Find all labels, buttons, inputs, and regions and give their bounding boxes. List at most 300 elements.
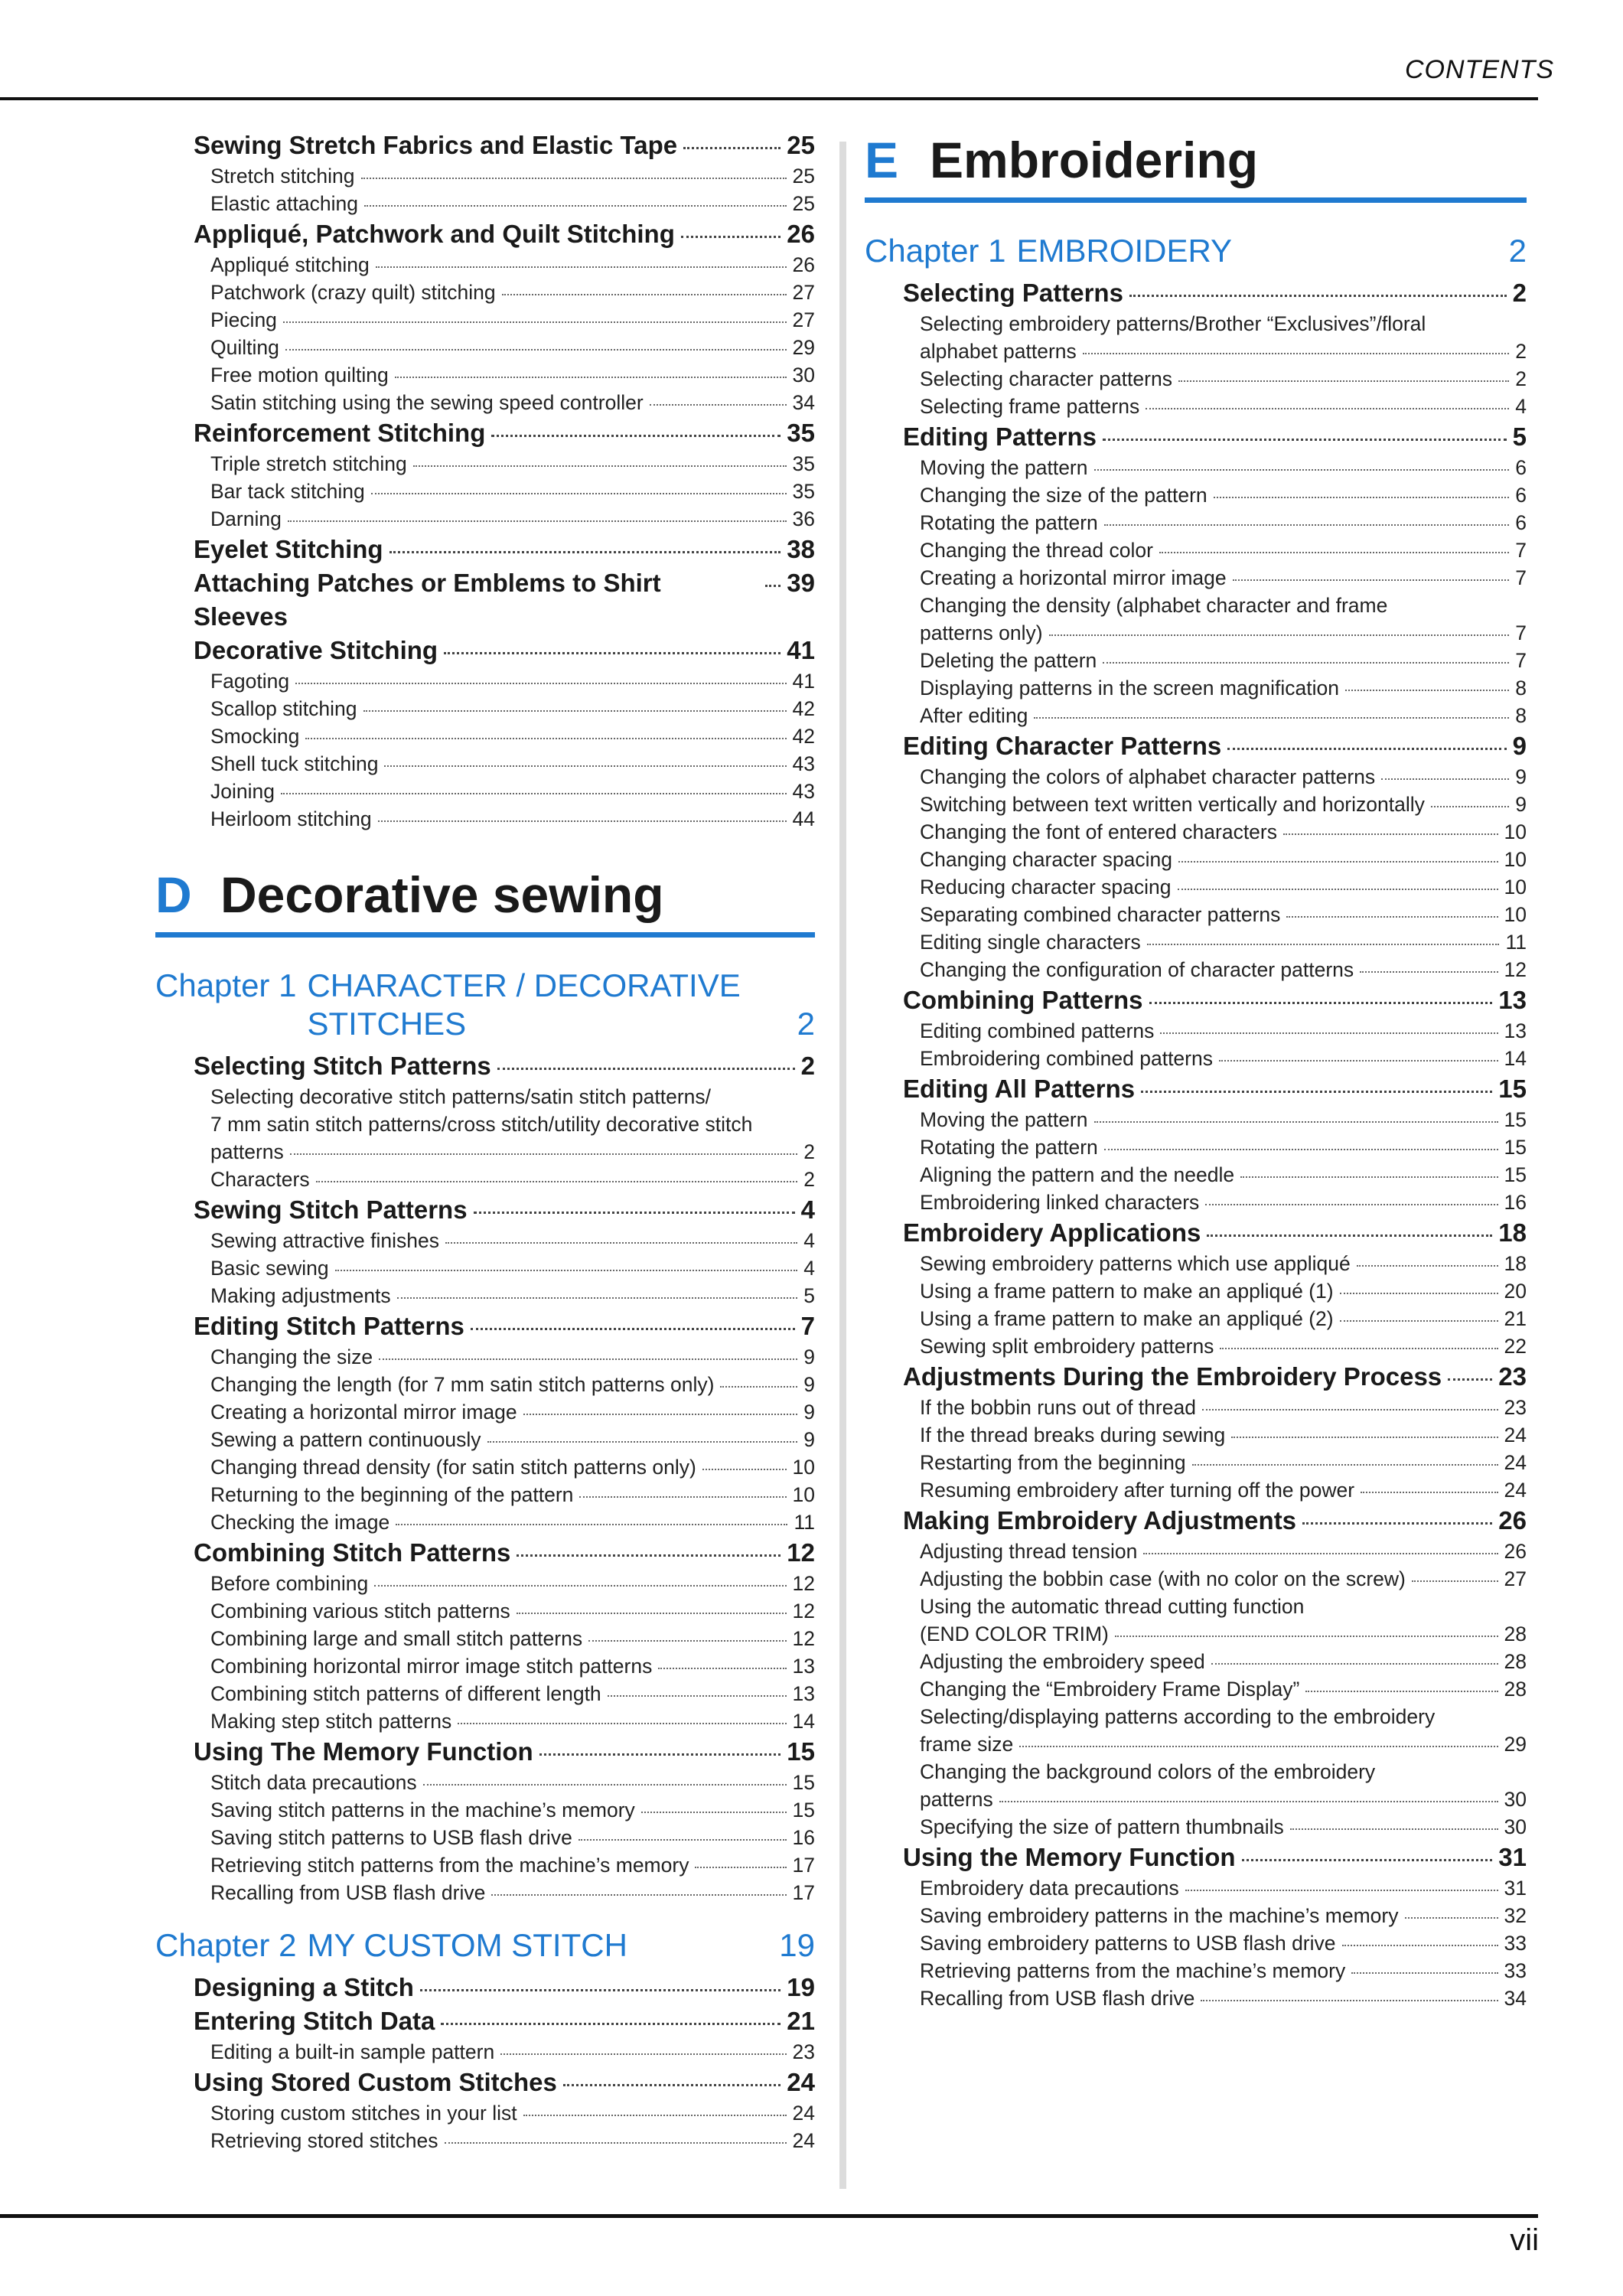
- toc-subsection[interactable]: [865, 873, 1527, 901]
- toc-subsection-title: Editing combined patterns: [920, 1019, 1155, 1042]
- toc-subsection[interactable]: [155, 1166, 815, 1193]
- toc-subsection[interactable]: [865, 928, 1527, 956]
- toc-subsection[interactable]: [865, 763, 1527, 791]
- toc-section[interactable]: [155, 1193, 815, 1227]
- toc-subsection[interactable]: [155, 478, 815, 505]
- page-number: 10: [792, 1483, 815, 1506]
- dot-leader: [683, 147, 781, 149]
- toc-section-title: Combining Patterns: [903, 986, 1143, 1014]
- toc-subsection-title: Changing the size: [210, 1345, 373, 1368]
- part-d: [155, 863, 815, 2154]
- toc-section-title: Decorative Stitching: [194, 636, 438, 664]
- toc-subsection-title: Aligning the pattern and the needle: [920, 1163, 1235, 1186]
- toc-subsection[interactable]: [865, 1874, 1527, 1902]
- toc-section-title: Editing Stitch Patterns: [194, 1312, 464, 1340]
- toc-subsection[interactable]: [155, 279, 815, 306]
- toc-subsection[interactable]: [155, 1625, 815, 1652]
- page-number: 9: [803, 1373, 815, 1396]
- page-number: 39: [787, 569, 815, 597]
- dot-leader: [1129, 295, 1507, 297]
- subsection-title-line: Selecting/displaying patterns according to the embroidery: [920, 1705, 1436, 1728]
- toc-subsection-title: Retrieving stitch patterns from the machine’s memory: [210, 1854, 689, 1877]
- page-number: 42: [792, 725, 815, 748]
- toc-subsection-title: Resuming embroidery after turning off the power: [920, 1479, 1355, 1502]
- toc-subsection-title: Retrieving stored stitches: [210, 2129, 438, 2152]
- toc-section[interactable]: [155, 416, 815, 450]
- toc-subsection[interactable]: [155, 2127, 815, 2154]
- page-number: 25: [792, 192, 815, 215]
- toc-section[interactable]: [865, 1072, 1527, 1106]
- toc-subsection-title: Storing custom stitches in your list: [210, 2102, 517, 2125]
- chapter-heading[interactable]: [155, 1926, 815, 1965]
- section-title: Editing Patterns: [903, 422, 1097, 451]
- page-number: 15: [1504, 1136, 1527, 1159]
- dot-leader: [1361, 1492, 1498, 1493]
- toc-section[interactable]: [155, 566, 815, 634]
- toc-subsection[interactable]: [865, 1675, 1527, 1703]
- toc-subsection-title: Separating combined character patterns: [920, 903, 1281, 926]
- dot-leader: [396, 1524, 787, 1525]
- toc-subsection-title: Sewing split embroidery patterns: [920, 1335, 1214, 1358]
- sel-subs: [155, 1166, 815, 1193]
- chapter-label: Chapter 1: [155, 967, 297, 1003]
- toc-subsection[interactable]: [155, 1282, 815, 1309]
- toc-subsection-title: Combining horizontal mirror image stitch patterns: [210, 1655, 653, 1678]
- toc-subsection[interactable]: [155, 1481, 815, 1508]
- dot-leader: [765, 585, 781, 587]
- subsection-title-line: Changing the background colors of the embroidery: [920, 1760, 1376, 1783]
- toc-subsection[interactable]: [865, 647, 1527, 674]
- toc-subsection[interactable]: [865, 1394, 1527, 1421]
- dot-leader: [1141, 1091, 1492, 1093]
- toc-subsection[interactable]: [155, 1796, 815, 1824]
- subsection-title-line: Selecting decorative stitch patterns/satin stitch patterns/: [210, 1085, 711, 1108]
- toc-subsection[interactable]: [865, 1250, 1527, 1277]
- toc-subsection[interactable]: [155, 1508, 815, 1536]
- section-title: Making Embroidery Adjustments: [903, 1506, 1297, 1534]
- toc-subsection[interactable]: [865, 1593, 1527, 1648]
- toc-subsection-title: Adjusting the bobbin case (with no color on the screw): [920, 1567, 1406, 1590]
- dot-leader: [1103, 662, 1509, 664]
- toc-subsection[interactable]: [155, 334, 815, 361]
- toc-subsection-title: Sewing embroidery patterns which use appliqué: [920, 1252, 1351, 1275]
- toc-subsection[interactable]: [155, 251, 815, 279]
- page-number: 16: [1504, 1191, 1527, 1214]
- toc-section[interactable]: [865, 1360, 1527, 1394]
- toc-subsection-title: Switching between text written vertically and horizontally: [920, 793, 1425, 816]
- page-number: 10: [1504, 848, 1527, 871]
- toc-subsection[interactable]: [155, 1680, 815, 1707]
- subsection-title-line: Changing the density (alphabet character and frame: [920, 594, 1388, 617]
- dot-leader: [1178, 889, 1498, 890]
- page-number: 13: [1504, 1019, 1527, 1042]
- toc-subsection[interactable]: [865, 818, 1527, 846]
- dot-leader: [471, 1328, 795, 1330]
- toc-section[interactable]: [155, 1049, 815, 1083]
- page-number: 17: [792, 1881, 815, 1904]
- toc-subsection-title: Making step stitch patterns: [210, 1710, 452, 1733]
- page-number: 12: [792, 1572, 815, 1595]
- page-number: 20: [1504, 1280, 1527, 1303]
- toc-subsection[interactable]: [865, 509, 1527, 536]
- toc-subsection[interactable]: [865, 1758, 1527, 1813]
- dot-leader: [1357, 1265, 1498, 1267]
- dot-leader: [444, 652, 781, 654]
- toc-subsection-title: Adjusting thread tension: [920, 1540, 1138, 1563]
- toc-section[interactable]: [155, 1735, 815, 1769]
- toc-subsection-title: Patchwork (crazy quilt) stitching: [210, 281, 496, 304]
- dot-leader: [1345, 690, 1509, 691]
- page-number: 6: [1515, 484, 1527, 507]
- page-number: 22: [1504, 1335, 1527, 1358]
- toc-section[interactable]: [155, 1536, 815, 1570]
- page-number: 28: [1504, 1623, 1527, 1645]
- toc-subsection[interactable]: [865, 310, 1527, 365]
- dot-leader: [371, 493, 787, 494]
- page-number: 34: [1504, 1987, 1527, 2010]
- dot-leader: [999, 1801, 1498, 1802]
- toc-subsection[interactable]: [865, 564, 1527, 592]
- toc-section-title: Sewing Stretch Fabrics and Elastic Tape: [194, 131, 678, 159]
- toc-subsection-title: Deleting the pattern: [920, 649, 1097, 672]
- toc-subsection[interactable]: [155, 695, 815, 722]
- dot-leader: [374, 1585, 786, 1587]
- dot-leader: [474, 1212, 795, 1214]
- toc-subsection-title: Embroidering linked characters: [920, 1191, 1200, 1214]
- toc-section[interactable]: [865, 729, 1527, 763]
- toc-subsection[interactable]: [155, 361, 815, 389]
- toc-subsection[interactable]: [155, 306, 815, 334]
- page-number: 2: [800, 1052, 815, 1080]
- toc-section-title: Reinforcement Stitching: [194, 419, 486, 447]
- header-rule: [0, 97, 1538, 100]
- page-number: 42: [792, 697, 815, 720]
- dot-leader: [458, 1723, 786, 1724]
- page-number: 12: [787, 1538, 815, 1567]
- toc-subsection-title: Recalling from USB flash drive: [920, 1987, 1195, 2010]
- toc-subsection-title: Changing the configuration of character patterns: [920, 958, 1354, 981]
- dot-leader: [378, 820, 787, 822]
- toc-subsection[interactable]: [865, 393, 1527, 420]
- toc-subsection[interactable]: [865, 1332, 1527, 1360]
- toc-subsection[interactable]: [155, 1824, 815, 1851]
- toc-section[interactable]: [865, 1841, 1527, 1874]
- toc-subsection[interactable]: [155, 1879, 815, 1906]
- toc-subsection-title: Combining stitch patterns of different length: [210, 1682, 601, 1705]
- toc-subsection-title: Changing thread density (for satin stitch patterns only): [210, 1456, 696, 1479]
- chapter-title: EMBROIDERY: [1016, 233, 1233, 269]
- toc-subsection[interactable]: [865, 1277, 1527, 1305]
- adjust-subs: [865, 1648, 1527, 1703]
- adjust-subs: [865, 1813, 1527, 1841]
- page-number: 10: [1504, 903, 1527, 926]
- dot-leader: [413, 465, 787, 467]
- toc-subsection[interactable]: [155, 1227, 815, 1254]
- dot-leader: [1159, 552, 1509, 553]
- page-number: 2: [803, 1168, 815, 1191]
- page-number: 10: [1504, 876, 1527, 899]
- toc-section[interactable]: [155, 129, 815, 162]
- page-number: 12: [792, 1600, 815, 1623]
- part-letter: E: [865, 132, 899, 188]
- page-number: 30: [1504, 1815, 1527, 1838]
- toc-subsection[interactable]: [155, 1343, 815, 1371]
- toc-subsection[interactable]: [155, 2099, 815, 2127]
- toc-subsection[interactable]: [155, 1597, 815, 1625]
- chapter-page: 2: [1508, 233, 1527, 269]
- toc-subsection[interactable]: [155, 778, 815, 805]
- toc-subsection[interactable]: [865, 1017, 1527, 1045]
- dot-leader: [376, 266, 787, 268]
- toc-subsection[interactable]: [155, 1652, 815, 1680]
- memory-subs: [865, 1874, 1527, 2012]
- chapter-label: Chapter 2: [155, 1927, 297, 1963]
- dot-leader: [1412, 1580, 1498, 1582]
- chapter-heading[interactable]: [155, 967, 815, 1043]
- toc-subsection[interactable]: [865, 1133, 1527, 1161]
- toc-subsection[interactable]: [155, 190, 815, 217]
- toc-subsection-title: Changing the length (for 7 mm satin stitch patterns only): [210, 1373, 715, 1396]
- dot-leader: [1094, 1121, 1498, 1123]
- page-number: 23: [792, 2040, 815, 2063]
- toc-subsection-title: Stitch data precautions: [210, 1771, 417, 1794]
- page-number: 7: [1515, 621, 1527, 644]
- toc-subsection-title: Returning to the beginning of the pattern: [210, 1483, 574, 1506]
- toc-subsection[interactable]: [865, 901, 1527, 928]
- toc-section[interactable]: [865, 276, 1527, 310]
- toc-subsection[interactable]: [865, 365, 1527, 393]
- toc-subsection[interactable]: [155, 750, 815, 778]
- page-number: 5: [1512, 422, 1527, 451]
- toc-subsection[interactable]: [155, 1426, 815, 1453]
- toc-subsection[interactable]: [865, 592, 1527, 647]
- toc-subsection[interactable]: [865, 1985, 1527, 2012]
- toc-section[interactable]: [155, 2004, 815, 2038]
- page-number: 8: [1515, 677, 1527, 700]
- toc-section-title: Adjustments During the Embroidery Process: [903, 1362, 1442, 1391]
- subsection-title-line: patterns: [920, 1788, 993, 1811]
- toc-subsection-title: Embroidery data precautions: [920, 1877, 1179, 1900]
- page-number: 9: [803, 1401, 815, 1424]
- toc-subsection[interactable]: [155, 667, 815, 695]
- toc-subsection-title: Moving the pattern: [920, 456, 1088, 479]
- page-number: 15: [1498, 1075, 1527, 1103]
- dot-leader: [497, 1068, 795, 1070]
- page-number: 34: [792, 391, 815, 414]
- toc-subsection[interactable]: [865, 1648, 1527, 1675]
- toc-subsection[interactable]: [865, 1189, 1527, 1216]
- page-number: 17: [792, 1854, 815, 1877]
- toc-subsection[interactable]: [155, 1398, 815, 1426]
- toc-subsection-title: Saving stitch patterns to USB flash drive: [210, 1826, 572, 1849]
- toc-subsection[interactable]: [865, 1902, 1527, 1929]
- chapter-heading[interactable]: [865, 232, 1527, 270]
- right-groups: [865, 729, 1527, 1504]
- dot-leader: [1381, 778, 1509, 780]
- page-number: 44: [792, 807, 815, 830]
- toc-subsection[interactable]: [865, 1045, 1527, 1072]
- page-number: 21: [787, 2007, 815, 2035]
- dot-leader: [364, 205, 787, 207]
- toc-subsection[interactable]: [865, 1957, 1527, 1985]
- chapter-title-line: STITCHES: [307, 1006, 467, 1042]
- page-number: 9: [803, 1345, 815, 1368]
- dot-leader: [517, 1613, 787, 1614]
- dot-leader: [563, 2084, 781, 2086]
- page-number: 14: [1504, 1047, 1527, 1070]
- dot-leader: [1178, 861, 1498, 863]
- toc-subsection-title: Changing the “Embroidery Frame Display”: [920, 1678, 1300, 1701]
- toc-section[interactable]: [865, 1504, 1527, 1538]
- page-number: 9: [1515, 793, 1527, 816]
- toc-subsection[interactable]: [865, 791, 1527, 818]
- toc-subsection[interactable]: [865, 1565, 1527, 1593]
- dot-leader: [295, 683, 786, 684]
- toc-subsection[interactable]: [865, 1476, 1527, 1504]
- toc-section[interactable]: [865, 983, 1527, 1017]
- toc-subsection-title: Scallop stitching: [210, 697, 357, 720]
- toc-subsection[interactable]: [865, 674, 1527, 702]
- page-number: 43: [792, 780, 815, 803]
- toc-subsection-title: If the bobbin runs out of thread: [920, 1396, 1196, 1419]
- toc-subsection[interactable]: [865, 1703, 1527, 1758]
- toc-subsection[interactable]: [155, 1254, 815, 1282]
- dot-leader: [695, 1867, 786, 1868]
- section-title: Selecting Stitch Patterns: [194, 1052, 491, 1080]
- toc-subsection[interactable]: [155, 1707, 815, 1735]
- toc-subsection[interactable]: [155, 162, 815, 190]
- toc-section[interactable]: [155, 634, 815, 667]
- toc-subsection[interactable]: [155, 2038, 815, 2066]
- toc-section[interactable]: [155, 1971, 815, 2004]
- page-number: 28: [1504, 1678, 1527, 1701]
- dot-leader: [1448, 1378, 1492, 1381]
- toc-subsection-title: Basic sewing: [210, 1257, 329, 1280]
- toc-subsection-title: Moving the pattern: [920, 1108, 1088, 1131]
- page-number: 14: [792, 1710, 815, 1733]
- page-number: 30: [792, 364, 815, 386]
- dot-leader: [1283, 833, 1498, 835]
- part-rule: [865, 197, 1527, 203]
- page-number: 24: [792, 2102, 815, 2125]
- page-number: 26: [1498, 1506, 1527, 1534]
- dot-leader: [423, 1784, 787, 1786]
- toc-subsection[interactable]: [865, 1161, 1527, 1189]
- toc-subsection-title: Creating a horizontal mirror image: [920, 566, 1227, 589]
- toc-subsection[interactable]: [865, 1305, 1527, 1332]
- toc-subsection[interactable]: [865, 1106, 1527, 1133]
- toc-section[interactable]: [865, 1216, 1527, 1250]
- toc-subsection-title: Heirloom stitching: [210, 807, 372, 830]
- page-number: 4: [803, 1229, 815, 1252]
- toc-subsection[interactable]: [155, 1083, 815, 1166]
- subsection-title-line: frame size: [920, 1733, 1014, 1756]
- dot-leader: [502, 294, 787, 295]
- toc-subsection[interactable]: [155, 1769, 815, 1796]
- toc-subsection[interactable]: [865, 1421, 1527, 1449]
- page-number: 7: [1515, 566, 1527, 589]
- page-number: 29: [792, 336, 815, 359]
- toc-subsection[interactable]: [865, 536, 1527, 564]
- toc-subsection[interactable]: [155, 1570, 815, 1597]
- dot-leader: [1202, 1409, 1498, 1411]
- page-number: 19: [787, 1973, 815, 2001]
- toc-section[interactable]: [155, 2066, 815, 2099]
- toc-subsection[interactable]: [865, 956, 1527, 983]
- page-number: 35: [792, 480, 815, 503]
- dot-leader: [379, 1358, 797, 1360]
- toc-subsection[interactable]: [865, 846, 1527, 873]
- page-number: 15: [1504, 1108, 1527, 1131]
- toc-subsection[interactable]: [155, 1851, 815, 1879]
- toc-subsection[interactable]: [155, 450, 815, 478]
- toc-subsection[interactable]: [865, 1449, 1527, 1476]
- chapter2-groups: [155, 1971, 815, 2154]
- subsection-title-line: (END COLOR TRIM): [920, 1623, 1109, 1645]
- page-number: 2: [1512, 279, 1527, 307]
- dot-leader: [1103, 439, 1507, 441]
- toc-subsection[interactable]: [155, 1371, 815, 1398]
- toc-subsection[interactable]: [865, 702, 1527, 729]
- dot-leader: [1147, 944, 1500, 945]
- toc-section[interactable]: [155, 217, 815, 251]
- toc-section-title: Editing All Patterns: [903, 1075, 1136, 1103]
- page-number: 11: [1505, 931, 1527, 954]
- dot-leader: [641, 1812, 787, 1813]
- dot-leader: [658, 1668, 786, 1669]
- page-number: 18: [1498, 1218, 1527, 1247]
- dot-leader: [1185, 1890, 1498, 1891]
- toc-section[interactable]: [865, 420, 1527, 454]
- dot-leader: [491, 435, 781, 437]
- dot-leader: [517, 1554, 781, 1557]
- dot-leader: [1242, 1859, 1493, 1861]
- toc-subsection[interactable]: [865, 1538, 1527, 1565]
- page-number: 28: [1504, 1650, 1527, 1673]
- page-number: 29: [1504, 1733, 1527, 1756]
- toc-subsection-title: Fagoting: [210, 670, 290, 693]
- page-number: 13: [792, 1655, 815, 1678]
- page-number: 41: [792, 670, 815, 693]
- page-number: 15: [1504, 1163, 1527, 1186]
- dot-leader: [1233, 579, 1510, 581]
- toc-subsection[interactable]: [155, 505, 815, 533]
- page-number: 2: [1515, 340, 1527, 363]
- page-number: 24: [1504, 1479, 1527, 1502]
- toc-subsection[interactable]: [865, 454, 1527, 481]
- toc-subsection[interactable]: [865, 1929, 1527, 1957]
- toc-subsection[interactable]: [155, 805, 815, 833]
- part-e: [865, 129, 1527, 2012]
- page-number: 27: [792, 308, 815, 331]
- toc-subsection[interactable]: [155, 722, 815, 750]
- dot-leader: [523, 2115, 787, 2116]
- toc-subsection-title: Checking the image: [210, 1511, 390, 1534]
- toc-subsection[interactable]: [155, 389, 815, 416]
- toc-section[interactable]: [155, 533, 815, 566]
- toc-subsection-title: Reducing character spacing: [920, 876, 1172, 899]
- dot-leader: [681, 236, 781, 238]
- page-number: 4: [803, 1257, 815, 1280]
- toc-subsection-title: Displaying patterns in the screen magnification: [920, 677, 1339, 700]
- toc-subsection[interactable]: [865, 481, 1527, 509]
- right-column: [865, 129, 1527, 2012]
- toc-subsection[interactable]: [865, 1813, 1527, 1841]
- toc-subsection[interactable]: [155, 1453, 815, 1481]
- toc-section[interactable]: [155, 1309, 815, 1343]
- dot-leader: [608, 1695, 787, 1697]
- toc-section-title: Designing a Stitch: [194, 1973, 414, 2001]
